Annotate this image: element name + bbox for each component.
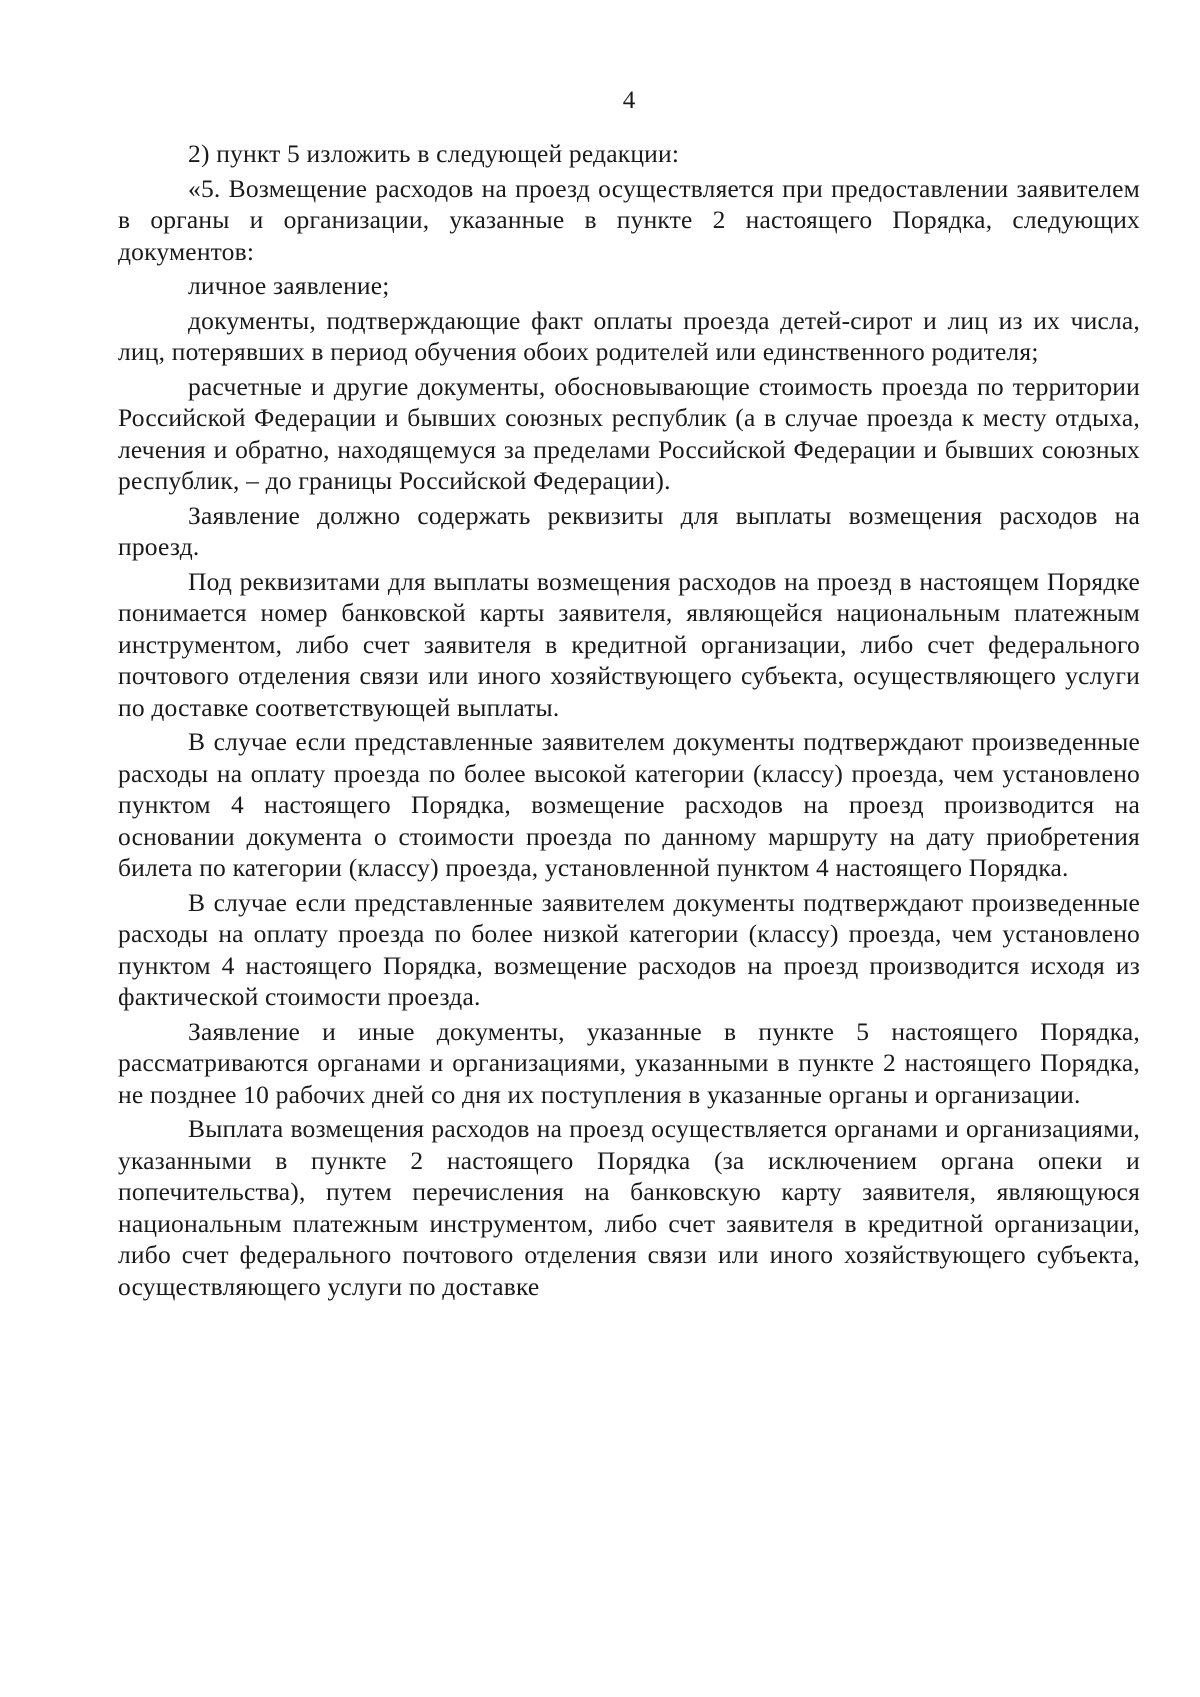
paragraph-review-period: Заявление и иные документы, указанные в пункте 5 настоящего Порядка, рассматриваются органами и организациями, указанными в пункте 2 настоящего Порядка, не позднее 10 рабочих дней со дня их поступления в указанные органы и организации. [118, 1016, 1140, 1109]
paragraph-point-5-intro: «5. Возмещение расходов на проезд осуществляется при предоставлении заявителем в органы и организации, указанные в пункте 2 настоящего Порядка, следующих документов: [118, 173, 1140, 266]
paragraph-settlement-documents: расчетные и другие документы, обосновывающие стоимость проезда по территории Российской Федерации и бывших союзных республик (а в случае проезда к месту отдыха, лечения и обратно, находящемуся за пределами Российской Федерации и бывших союзных республик, – до границы Российской Федерации). [118, 371, 1140, 495]
paragraph-item-2-heading: 2) пункт 5 изложить в следующей редакции: [188, 139, 680, 168]
paragraph-higher-class: В случае если представленные заявителем документы подтверждают произведенные расходы на оплату проезда по более высокой категории (классу) проезда, чем установлено пунктом 4 настоящего Порядка, возмещение расходов на проезд производится на основании документа о стоимости проезда по данному маршруту на дату приобретения билета по категории (классу) проезда, установленной пунктом 4 настоящего Порядка. [118, 727, 1140, 882]
paragraph-personal-application: личное заявление; [188, 271, 390, 300]
paragraph-requisites-definition: Под реквизитами для выплаты возмещения расходов на проезд в настоящем Порядке понимается номер банковской карты заявителя, являющейся национальным платежным инструментом, либо счет заявителя в кредитной организации, либо счет федерального почтового отделения связи или иного хозяйствующего субъекта, осуществляющего услуги по доставке соответствующей выплаты. [118, 566, 1140, 722]
paragraph-application-requisites: Заявление должно содержать реквизиты для выплаты возмещения расходов на проезд. [118, 500, 1140, 561]
document-body [118, 138, 1140, 1302]
page-number: 4 [622, 87, 636, 114]
paragraph-payment-method: Выплата возмещения расходов на проезд осуществляется органами и организациями, указанными в пункте 2 настоящего Порядка (за исключением органа опеки и попечительства), путем перечисления на банковскую карту заявителя, являющуюся национальным платежным инструментом, либо счет заявителя в кредитной организации, либо счет федерального почтового отделения связи или иного хозяйствующего субъекта, осуществляющего услуги по доставке [118, 1114, 1140, 1301]
paragraph-payment-documents: документы, подтверждающие факт оплаты проезда детей-сирот и лиц из их числа, лиц, потерявших в период обучения обоих родителей или единственного родителя; [118, 305, 1140, 366]
paragraph-lower-class: В случае если представленные заявителем документы подтверждают произведенные расходы на оплату проезда по более низкой категории (классу) проезда, чем установлено пунктом 4 настоящего Порядка, возмещение расходов на проезд производится исходя из фактической стоимости проезда. [118, 887, 1140, 1011]
